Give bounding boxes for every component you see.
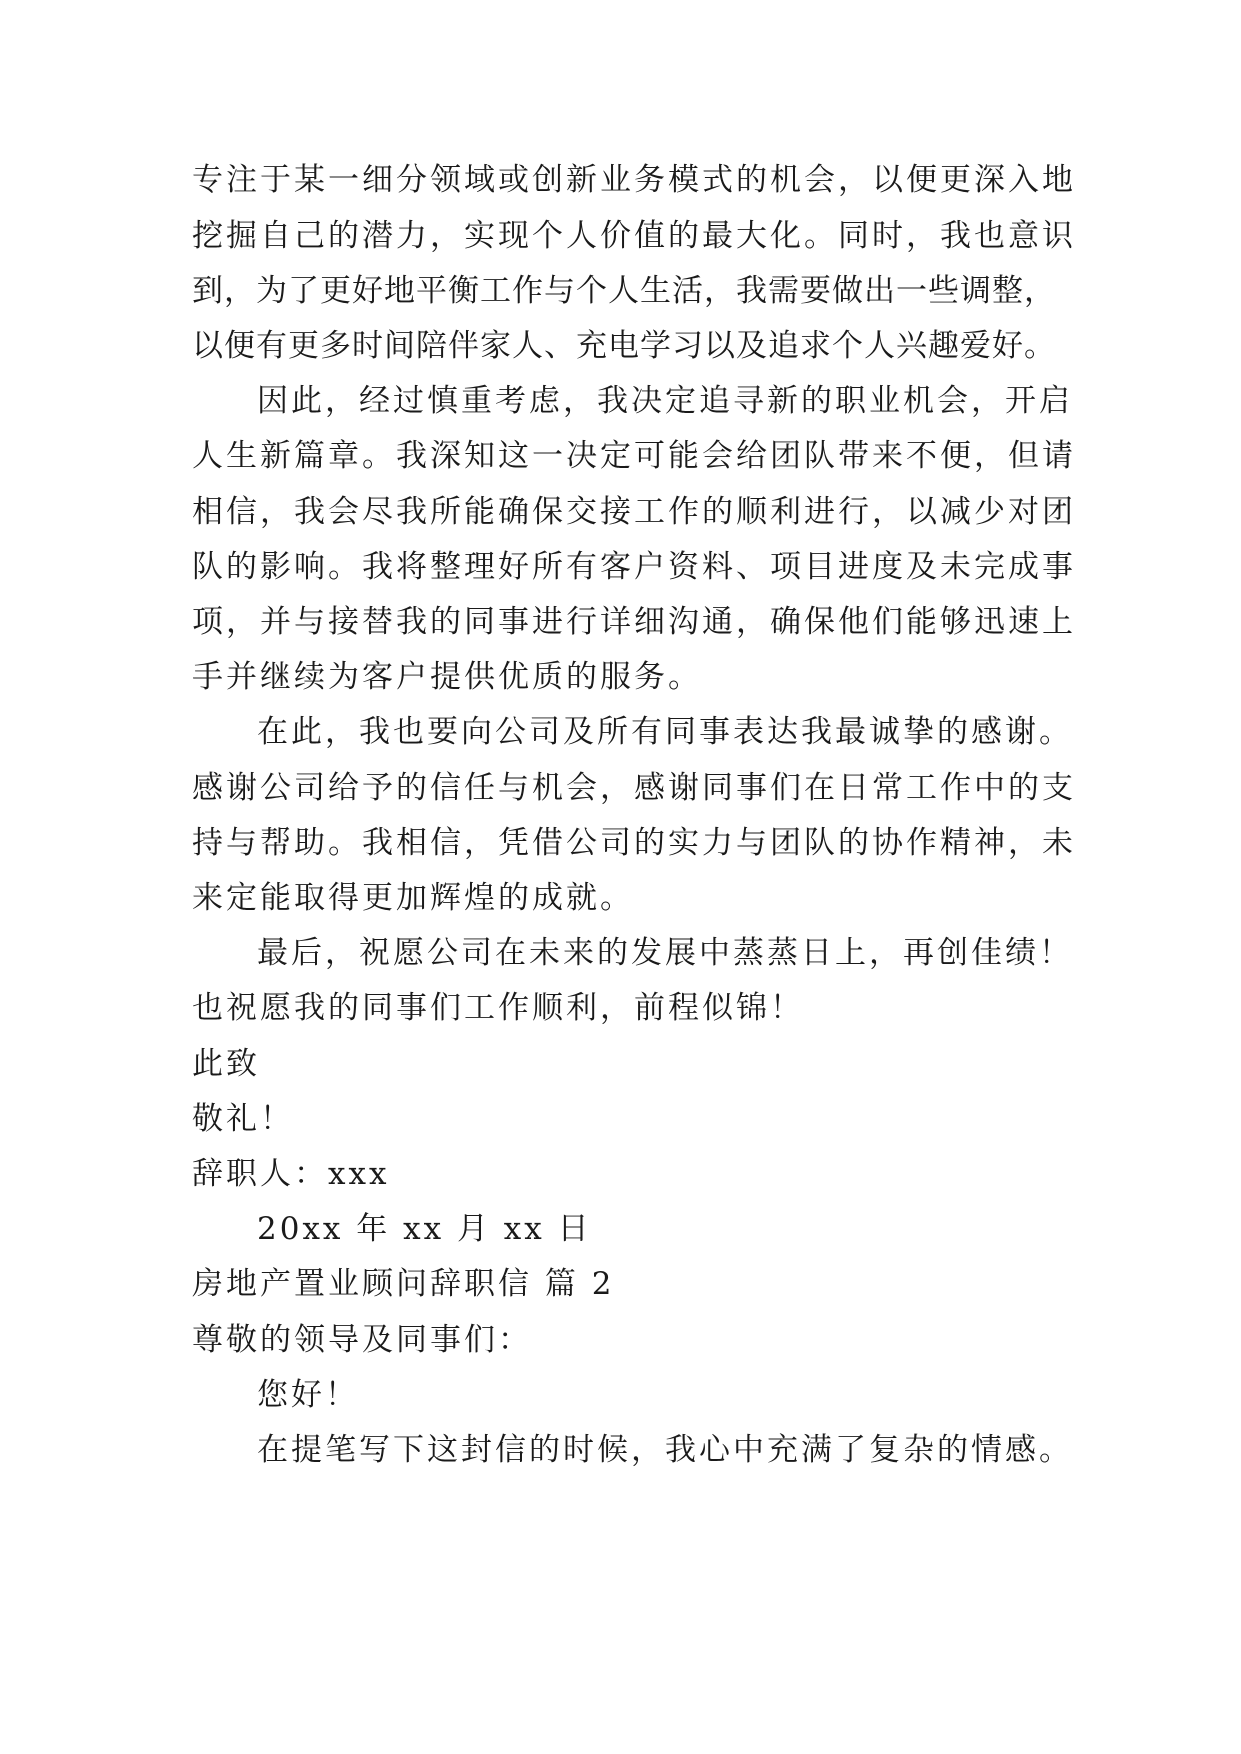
closing-salutation: 此致 (192, 1046, 260, 1082)
paragraph-line: 在此，我也要向公司及所有同事表达我最诚挚的感谢。 (257, 714, 1073, 750)
signature-line: 辞职人：xxx (192, 1156, 390, 1192)
greeting: 您好！ (257, 1377, 359, 1413)
greeting-recipient: 尊敬的领导及同事们： (192, 1322, 532, 1358)
paragraph-line: 挖掘自己的潜力，实现个人价值的最大化。同时，我也意识 (192, 218, 1076, 254)
paragraph-line: 持与帮助。我相信，凭借公司的实力与团队的协作精神，未 (192, 825, 1076, 861)
paragraph-line: 项，并与接替我的同事进行详细沟通，确保他们能够迅速上 (192, 604, 1076, 640)
date-line: 20xx 年 xx 月 xx 日 (257, 1211, 592, 1247)
paragraph-line: 到，为了更好地平衡工作与个人生活，我需要做出一些调整， (192, 273, 1056, 309)
paragraph-line: 来定能取得更加辉煌的成就。 (192, 880, 634, 916)
paragraph-line: 感谢公司给予的信任与机会，感谢同事们在日常工作中的支 (192, 770, 1076, 806)
paragraph-line: 队的影响。我将整理好所有客户资料、项目进度及未完成事 (192, 549, 1076, 585)
paragraph-line: 手并继续为客户提供优质的服务。 (192, 659, 702, 695)
paragraph-line: 专注于某一细分领域或创新业务模式的机会，以便更深入地 (192, 162, 1076, 198)
section-title: 房地产置业顾问辞职信 篇 2 (192, 1266, 615, 1302)
paragraph-line: 相信，我会尽我所能确保交接工作的顺利进行，以减少对团 (192, 494, 1076, 530)
paragraph-line: 在提笔写下这封信的时候，我心中充满了复杂的情感。 (257, 1432, 1073, 1468)
paragraph-line: 也祝愿我的同事们工作顺利，前程似锦！ (192, 990, 804, 1026)
closing-regards: 敬礼！ (192, 1101, 294, 1137)
paragraph-line: 最后，祝愿公司在未来的发展中蒸蒸日上，再创佳绩！ (257, 935, 1073, 971)
paragraph-line: 人生新篇章。我深知这一决定可能会给团队带来不便，但请 (192, 438, 1076, 474)
paragraph-line: 以便有更多时间陪伴家人、充电学习以及追求个人兴趣爱好。 (192, 328, 1056, 364)
paragraph-line: 因此，经过慎重考虑，我决定追寻新的职业机会，开启 (257, 383, 1073, 419)
